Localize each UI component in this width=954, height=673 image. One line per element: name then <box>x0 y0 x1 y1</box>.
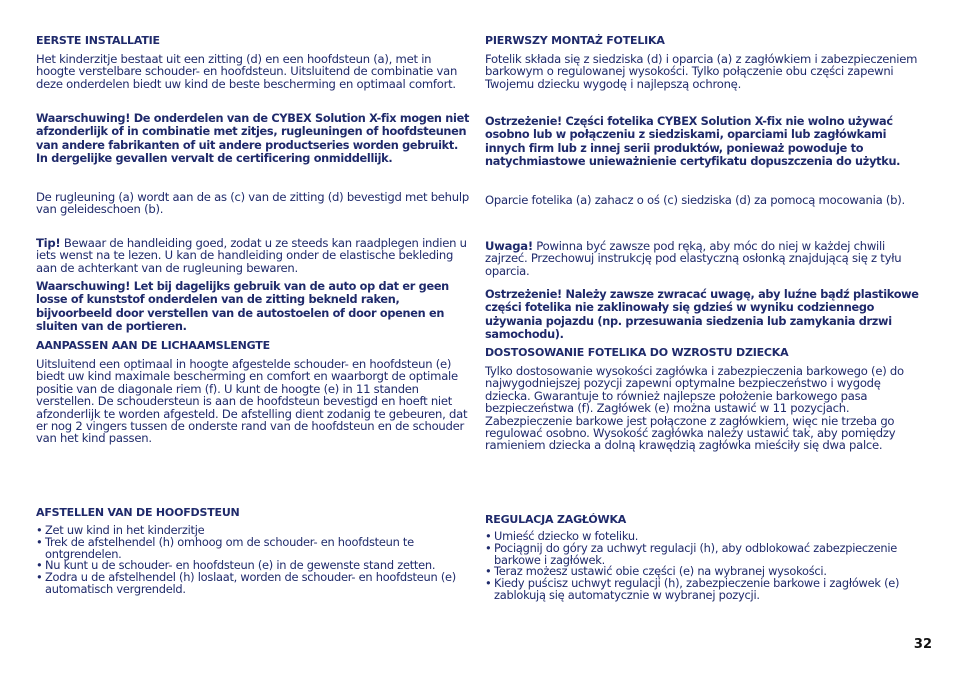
list-item: • Pociągnij do góry za uchwyt regulacji (h), aby odblokować zabezpieczenie barkowe i zagłówek. <box>485 543 919 567</box>
list-item: • Trek de afstelhendel (h) omhoog om de schouder- en hoofdsteun te ontgrendelen. <box>36 537 470 561</box>
heading-first-installation: EERSTE INSTALLATIE <box>36 34 160 47</box>
list-item: • Teraz możesz ustawić obie części (e) na wybranej wysokości. <box>485 566 919 578</box>
list-item: • Kiedy puścisz uchwyt regulacji (h), zabezpieczenie barkowe i zagłówek (e) zablokują się automatycznie w wybranej pozycji. <box>485 578 919 602</box>
paragraph-tip <box>485 240 919 277</box>
paragraph-first-installation: Het kinderzitje bestaat uit een zitting (d) en een hoofdsteun (a), met in hoogte verstelbare schouder- en hoofdsteun. Uitsluitend de combinatie van deze onderdelen biedt uw kind de beste bescherming en optimaal comfort. <box>36 52 458 91</box>
heading-height-adjustment: DOSTOSOWANIE FOTELIKA DO WZROSTU DZIECKA <box>485 346 789 359</box>
heading-headrest-adjustment: REGULACJA ZAGŁÓWKA <box>485 513 627 526</box>
paragraph-height-adjustment: Tylko dostosowanie wysokości zagłówka i zabezpieczenia barkowego (e) do najwygodniejszej pozycji zapewni optymalne bezpieczeństwo i wygodę dziecka. Gwarantuje to również najlepsze położenie barkowego pasa bezpieczeństwa (f). Zagłówek (e) można ustawić w 11 pozycjach. Zabezpieczenie barkowe jest połączone z zagłówkiem, więc nie trzeba go regulować osobno. Wysokość zagłówka należy ustawić tak, aby pomiędzy ramieniem dziecka a dolną krawędzią zagłówka mieściły się dwa palce. <box>485 364 904 453</box>
steps-list <box>36 525 470 596</box>
warning-daily-use: Waarschuwing! Let bij dagelijks gebruik van de auto op dat er geen losse of kunststof onderdelen van de zitting bekneld raken, bijvoorbeeld door verstellen van de autostoelen of door openen en sluiten van de portieren. <box>36 280 449 334</box>
paragraph-backrest: De rugleuning (a) wordt aan de as (c) van de zitting (d) bevestigd met behulp van geleideschoen (b). <box>36 190 469 217</box>
tip-label: Tip! <box>36 236 61 250</box>
list-item: • Zodra u de afstelhendel (h) loslaat, worden de schouder- en hoofdsteun (e) automatisch vergrendeld. <box>36 572 470 596</box>
warning-components: Waarschuwing! De onderdelen van de CYBEX Solution X-fix mogen niet afzonderlijk of in combinatie met zitjes, rugleuningen of hoofdsteunen van andere fabrikanten of uit andere productseries worden gebruikt. In dergelijke gevallen vervalt de certificering onmiddellijk. <box>36 112 470 166</box>
tip-text: Bewaar de handleiding goed, zodat u ze steeds kan raadplegen indien u iets wenst na te lezen. U kan de handleiding onder de elastische bekleding aan de achterkant van de rugleuning bewaren. <box>36 236 467 275</box>
list-item: • Nu kunt u de schouder- en hoofdsteun (e) in de gewenste stand zetten. <box>36 560 470 572</box>
paragraph-first-installation: Fotelik składa się z siedziska (d) i oparcia (a) z zagłówkiem i zabezpieczeniem barkowym o regulowanej wysokości. Tylko połączenie obu części zapewni Twojemu dziecku wygodę i najlepszą ochronę. <box>485 52 918 91</box>
warning-daily-use: Ostrzeżenie! Należy zawsze zwracać uwagę, aby luźne bądź plastikowe części fotelika nie zaklinowały się gdzieś w wyniku codziennego używania pojazdu (np. przesuwania siedzenia lub zamykania drzwi samochodu). <box>485 288 919 342</box>
tip-label: Uwaga! <box>485 239 533 253</box>
tip-text: Powinna być zawsze pod ręką, aby móc do niej w każdej chwili zajrzeć. Przechowuj instrukcję pod elastyczną osłonką znajdującą się z tyłu oparcia. <box>485 239 902 278</box>
page-number: 32 <box>913 637 932 652</box>
heading-first-installation: PIERWSZY MONTAŻ FOTELIKA <box>485 34 665 47</box>
paragraph-backrest: Oparcie fotelika (a) zahacz o oś (c) siedziska (d) za pomocą mocowania (b). <box>485 193 905 207</box>
list-item: • Zet uw kind in het kinderzitje <box>36 525 470 537</box>
steps-list <box>485 531 919 602</box>
heading-height-adjustment: AANPASSEN AAN DE LICHAAMSLENGTE <box>36 339 270 352</box>
paragraph-tip <box>36 237 470 274</box>
warning-components: Ostrzeżenie! Części fotelika CYBEX Solution X-fix nie wolno używać osobno lub w połączeniu z siedziskami, oparciami lub zagłówkami innych firm lub z innej serii produktów, ponieważ powoduje to natychmiastowe unieważnienie certyfikatu dopuszczenia do użytku. <box>485 115 901 169</box>
paragraph-height-adjustment: Uitsluitend een optimaal in hoogte afgestelde schouder- en hoofdsteun (e) biedt uw kind maximale bescherming en comfort en waarborgt de optimale positie van de diagonale riem (f). U kunt de hoogte (e) in 11 standen verstellen. De schoudersteun is aan de hoofdsteun bevestigd en hoeft niet afzonderlijk te worden afgesteld. De afstelling dient zodanig te gebeuren, dat er nog 2 vingers tussen de onderste rand van de hoofdsteun en de schouder van het kind passen. <box>36 357 468 446</box>
list-item: • Umieść dziecko w foteliku. <box>485 531 919 543</box>
heading-headrest-adjustment: AFSTELLEN VAN DE HOOFDSTEUN <box>36 506 240 519</box>
